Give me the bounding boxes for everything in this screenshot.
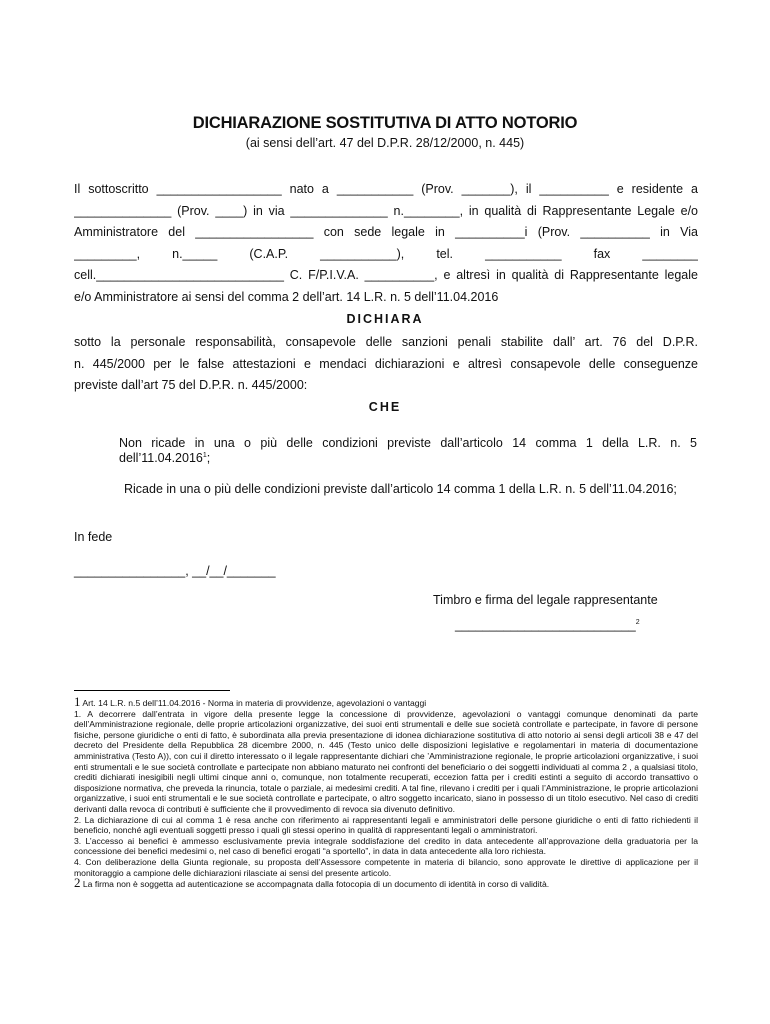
dichiara-line: previste dall’art 75 del D.P.R. n. 445/2000:	[74, 378, 308, 392]
footnote-ref-2: 2	[635, 618, 640, 626]
footnote-1-title	[74, 694, 698, 709]
document-subtitle: (ai sensi dell’art. 47 del D.P.R. 28/12/2000, n. 445)	[245, 136, 525, 150]
declarant-line: _________, n._____ (C.A.P. ___________), tel. ___________ fax ________	[74, 246, 698, 261]
declarant-line: ______________ (Prov. ____) in via ______________ n.________, in qualità di Rappresentante Legale e/o	[74, 203, 698, 218]
che-heading: CHE	[368, 400, 402, 414]
signature-label: Timbro e firma del legale rappresentante	[433, 593, 658, 607]
footnote-2-number: 2	[74, 875, 81, 891]
dichiara-line: sotto la personale responsabilità, consapevole delle sanzioni penali stabilite dall’ art. 76 del D.P.R.	[74, 335, 698, 349]
dichiara-line: n. 445/2000 per le false attestazioni e mendaci dichiarazioni e altresì consapevole delle conseguenze	[74, 356, 698, 371]
option-applicable: Ricade in una o più delle condizioni previste dall’articolo 14 comma 1 della L.R. n. 5 dell’11.04.2016;	[124, 482, 677, 496]
footnote-2-text: La firma non è soggetta ad autenticazione se accompagnata dalla fotocopia di un documento di identità in corso di validità.	[82, 879, 550, 890]
footnote-ref-1: 1	[202, 451, 207, 459]
option-not-applicable	[119, 436, 697, 466]
footnote-2	[74, 875, 698, 891]
signature-line: __________________________	[455, 618, 636, 632]
declarant-line: cell.___________________________ C. F/P.I.V.A. __________, e altresì in qualità di Rappresentante legale	[74, 268, 698, 282]
footnote-separator	[74, 690, 230, 691]
footnote-1-paragraph: 3. L’accesso ai benefici è ammesso esclusivamente previa integrale soddisfazione del credito in data antecedente all’approvazione della graduatoria per la concessione dei benefici medesimi o, nel caso di benefici erogati “a sportello”, in data in data antecedente alla loro richiesta.	[74, 835, 698, 857]
declarant-line: e/o Amministratore ai sensi del comma 2 dell’art. 14 L.R. n. 5 dell’11.04.2016	[74, 289, 499, 304]
declarant-line: Amministratore del _________________ con sede legale in __________i (Prov. __________ in Via	[74, 225, 698, 239]
option-not-applicable-end: ;	[206, 451, 211, 465]
footnote-1-title-text: Art. 14 L.R. n.5 dell’11.04.2016 - Norma in materia di provvidenze, agevolazioni o vantaggi	[82, 698, 427, 708]
declarant-line: Il sottoscritto __________________ nato a ___________ (Prov. _______), il __________ e residente a	[74, 182, 698, 196]
footnote-1-paragraph: 4. Con deliberazione della Giunta regionale, su proposta dell’Assessore competente in materia di bilancio, sono approvate le direttive di applicazione per il monitoraggio a campione delle dichiarazioni rilasciate ai sensi del presente articolo.	[74, 856, 698, 878]
place-date-line: ________________, __/__/_______	[74, 564, 276, 578]
footnote-1-number: 1	[74, 694, 81, 709]
footnotes	[74, 694, 698, 891]
footnote-1-paragraph: 1. A decorrere dall’entrata in vigore della presente legge la concessione di provvidenze, agevolazioni o vantaggi comunque denominati da parte dell’Amministrazione regionale, delle proprie articolazioni organizzative, dei suoi enti strumentali e delle sue società controllate e partecipate, in favore di persone fisiche, persone giuridiche o enti di fatto, è subordinata alla previa presentazione di idonea dichiarazione sostitutiva di atto notorio ai sensi degli articoli 38 e 47 del decreto del Presidente della Repubblica 28 dicembre 2000, n. 445 (Testo unico delle disposizioni legislative e regolamentari in materia di documentazione amministrativa (Testo A)), con cui il diretto interessato o il legale rappresentante dichiari che ’Amministrazione regionale, le proprie articolazioni organizzative, i suoi enti strumentali e le sue società controllate e partecipate non abbiano maturato nei confronti del beneficiario o dei soggetti individuati al comma 2 , a qualsiasi titolo, crediti dichiarati inesigibili negli ultimi cinque anni o, comunque, non totalmente recuperati, eccezion fatta per i crediti estinti a seguito di accordo transattivo o disposizione normativa, che preveda la rinuncia, totale o parziale, ai medesimi crediti. A tal fine, rilevano i crediti per i quali l’Amministrazione, le proprie articolazioni organizzative, i suoi enti strumentali e le sue società controllate e partecipate, o altro soggetto incaricato, siano in possesso di un titolo esecutivo. Nel caso di crediti derivanti dalla revoca di contributi è sufficiente che il provvedimento di revoca sia divenuto definitivo.	[74, 708, 698, 814]
in-fede-label: In fede	[74, 530, 113, 544]
option-not-applicable-text: Non ricade in una o più delle condizioni previste dall’articolo 14 comma 1 della L.R. n. 5 dell’11.04.2016	[119, 436, 697, 465]
footnote-1-paragraph: 2. La dichiarazione di cui al comma 1 è resa anche con riferimento ai rappresentanti legali e amministratori delle persone giuridiche o enti di fatto richiedenti il beneficio, nonché agli eventuali soggetti presso i quali gli stessi operino in qualità di rappresentanti legali o amministratori.	[74, 814, 698, 836]
document-title: DICHIARAZIONE SOSTITUTIVA DI ATTO NOTORIO	[192, 114, 578, 132]
declarant-section	[74, 179, 698, 308]
signature-field	[455, 618, 640, 632]
dichiara-heading: DICHIARA	[346, 312, 424, 326]
dichiara-section	[74, 332, 698, 397]
